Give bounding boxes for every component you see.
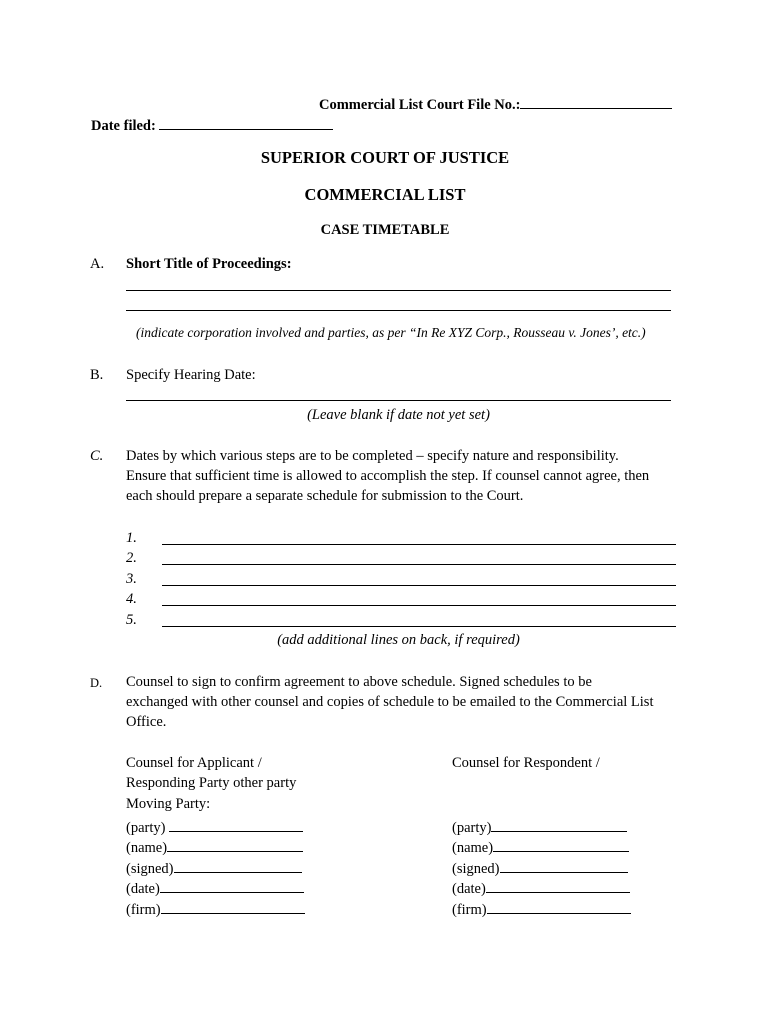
section-a-label: Short Title of Proceedings:: [126, 256, 292, 272]
applicant-party-blank[interactable]: [169, 817, 303, 832]
step-number-2: 2.: [126, 550, 137, 566]
applicant-date-label: (date): [126, 881, 160, 897]
step-number-4: 4.: [126, 591, 137, 607]
step-line-2[interactable]: [162, 564, 676, 565]
applicant-firm-field: [126, 899, 305, 919]
court-file-no-label: Commercial List Court File No.:: [319, 97, 521, 113]
respondent-signed-blank[interactable]: [500, 858, 628, 873]
hearing-date-line[interactable]: [126, 400, 671, 401]
step-number-3: 3.: [126, 571, 137, 587]
short-title-line-2[interactable]: [126, 310, 671, 311]
respondent-party-field: [452, 817, 627, 837]
respondent-party-label: (party): [452, 820, 492, 836]
applicant-date-field: [126, 878, 304, 898]
respondent-heading: Counsel for Respondent /: [452, 755, 600, 771]
respondent-firm-field: [452, 899, 631, 919]
section-d-text-line-2: exchanged with other counsel and copies of schedule to be emailed to the Commercial List: [126, 694, 654, 710]
applicant-party-label: (party): [126, 820, 166, 836]
applicant-signed-blank[interactable]: [174, 858, 302, 873]
applicant-heading-line-1: Counsel for Applicant /: [126, 755, 262, 771]
form-title: CASE TIMETABLE: [320, 222, 450, 238]
section-a-hint: (indicate corporation involved and parties, as per “In Re XYZ Corp., Rousseau v. Jones’, etc.): [136, 325, 646, 340]
applicant-firm-blank[interactable]: [161, 899, 305, 914]
step-line-5[interactable]: [162, 626, 676, 627]
step-number-5: 5.: [126, 612, 137, 628]
short-title-line-1[interactable]: [126, 290, 671, 291]
step-line-1[interactable]: [162, 544, 676, 545]
step-line-4[interactable]: [162, 605, 676, 606]
respondent-name-label: (name): [452, 840, 494, 856]
respondent-party-blank[interactable]: [491, 817, 627, 832]
step-number-1: 1.: [126, 530, 137, 546]
date-filed-field: [91, 115, 333, 135]
respondent-firm-label: (firm): [452, 902, 487, 918]
applicant-name-field: [126, 837, 303, 857]
section-c-hint: (add additional lines on back, if required): [277, 632, 520, 648]
section-c-text-line-3: each should prepare a separate schedule for submission to the Court.: [126, 488, 524, 504]
court-title: SUPERIOR COURT OF JUSTICE: [260, 148, 510, 167]
section-b-label: Specify Hearing Date:: [126, 367, 256, 383]
court-file-no-field: [319, 94, 672, 114]
applicant-heading-line-2: Responding Party other party: [126, 775, 297, 791]
applicant-name-label: (name): [126, 840, 168, 856]
respondent-signed-label: (signed): [452, 861, 500, 877]
section-b-marker: B.: [90, 367, 104, 383]
respondent-date-field: [452, 878, 630, 898]
respondent-date-label: (date): [452, 881, 486, 897]
section-d-text-line-1: Counsel to sign to confirm agreement to above schedule. Signed schedules to be: [126, 674, 592, 690]
list-title: COMMERCIAL LIST: [304, 185, 466, 204]
section-b-hint: (Leave blank if date not yet set): [307, 407, 490, 423]
section-d-text-line-3: Office.: [126, 714, 167, 730]
court-file-no-blank[interactable]: [520, 94, 672, 109]
applicant-party-field: [126, 817, 303, 837]
section-d-marker: D.: [90, 676, 103, 690]
applicant-name-blank[interactable]: [167, 837, 303, 852]
respondent-signed-field: [452, 858, 628, 878]
applicant-signed-label: (signed): [126, 861, 174, 877]
section-c-marker: C.: [90, 448, 104, 464]
respondent-name-blank[interactable]: [493, 837, 629, 852]
section-c-text-line-2: Ensure that sufficient time is allowed to accomplish the step. If counsel cannot agree, then: [126, 468, 650, 484]
respondent-name-field: [452, 837, 629, 857]
section-c-text-line-1: Dates by which various steps are to be completed – specify nature and responsibility.: [126, 448, 619, 464]
date-filed-blank[interactable]: [159, 115, 333, 130]
step-line-3[interactable]: [162, 585, 676, 586]
respondent-date-blank[interactable]: [486, 878, 630, 893]
date-filed-label: Date filed:: [91, 118, 156, 134]
applicant-firm-label: (firm): [126, 902, 161, 918]
applicant-date-blank[interactable]: [160, 878, 304, 893]
respondent-firm-blank[interactable]: [487, 899, 631, 914]
section-a-marker: A.: [90, 256, 105, 272]
applicant-heading-line-3: Moving Party:: [126, 796, 211, 812]
applicant-signed-field: [126, 858, 302, 878]
